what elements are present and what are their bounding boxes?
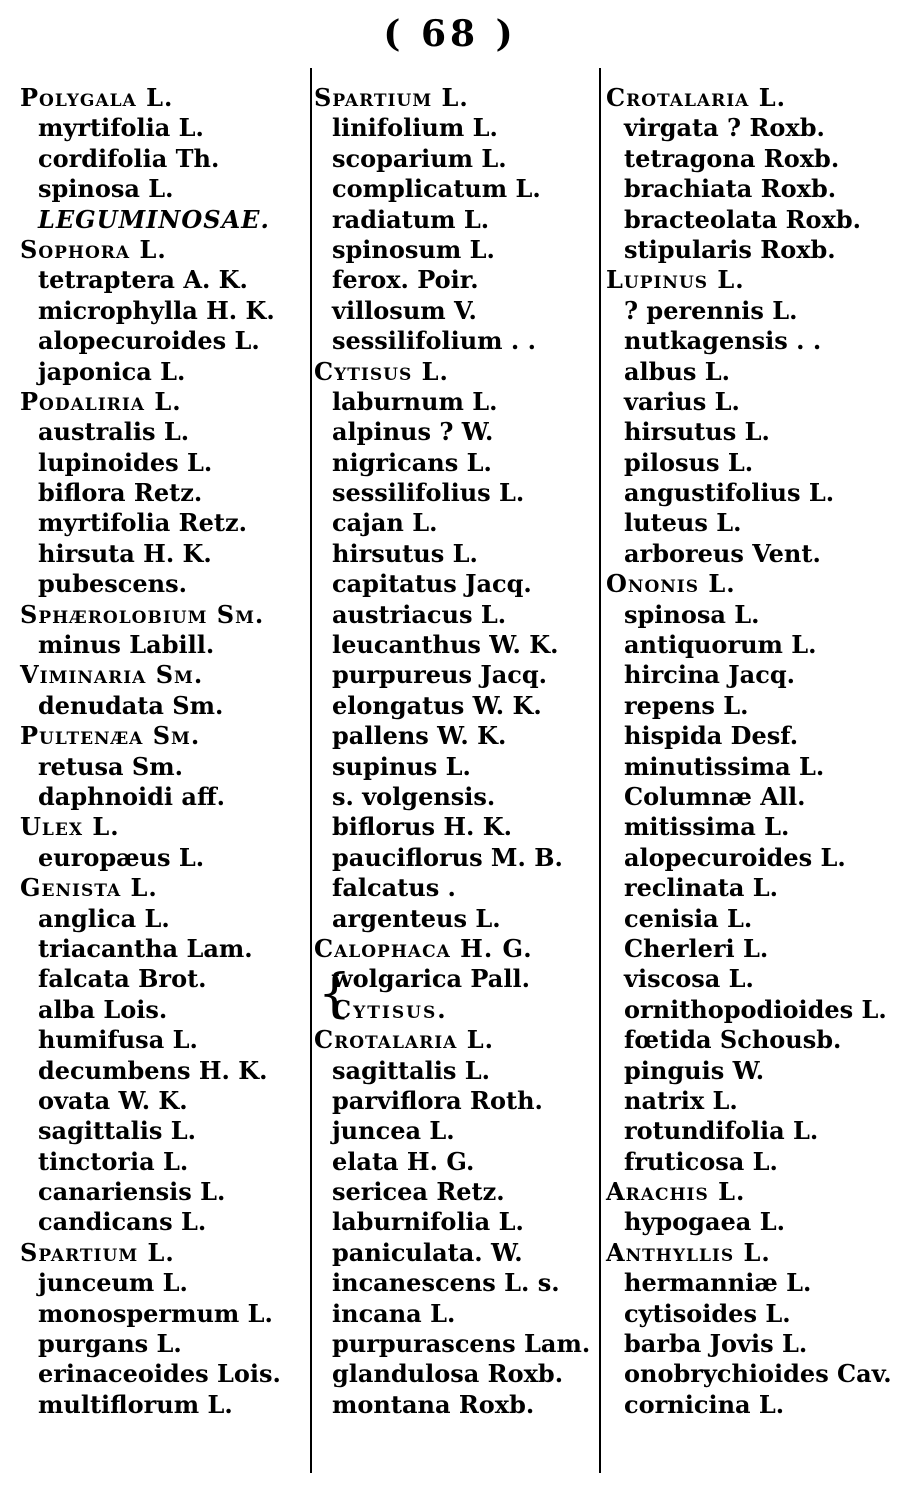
species-entry: brachiata Roxb. — [624, 174, 837, 204]
species-entry: incanescens L. s. — [332, 1268, 560, 1298]
species-entry: hirsutus L. — [332, 538, 478, 568]
species-entry: varius L. — [624, 386, 740, 416]
species-entry: laburnifolia L. — [332, 1207, 524, 1237]
species-entry: hispida Desf. — [624, 721, 799, 751]
species-entry: complicatum L. — [332, 174, 541, 204]
genus-heading: Lupinus L. — [606, 265, 745, 295]
species-entry: supinus L. — [332, 751, 471, 781]
species-entry: albus L. — [624, 356, 730, 386]
species-entry: sagittalis L. — [38, 1116, 197, 1146]
species-entry: villosum V. — [332, 295, 477, 325]
species-entry: tinctoria L. — [38, 1146, 189, 1176]
species-entry: purgans L. — [38, 1329, 182, 1359]
species-entry: europæus L. — [38, 842, 205, 872]
genus-heading: Spartium L. — [314, 83, 469, 112]
species-entry: sericea Retz. — [332, 1177, 505, 1207]
species-entry: angustifolius L. — [624, 478, 835, 508]
species-entry: spinosa L. — [624, 599, 760, 629]
species-entry: natrix L. — [624, 1085, 738, 1115]
species-entry: cornicina L. — [624, 1389, 785, 1419]
genus-heading: Cytisus L. — [314, 356, 449, 386]
column-divider — [310, 68, 312, 1473]
species-entry: monospermum L. — [38, 1298, 273, 1328]
species-entry: montana Roxb. — [332, 1389, 535, 1419]
species-entry: scoparium L. — [332, 143, 507, 173]
species-entry: pinguis W. — [624, 1055, 765, 1085]
species-entry: humifusa L. — [38, 1025, 198, 1055]
species-entry: falcatus . — [332, 873, 456, 903]
species-entry: tetragona Roxb. — [624, 143, 840, 173]
species-entry: cenisia L. — [624, 903, 753, 933]
species-entry: parviflora Roth. — [332, 1085, 543, 1115]
species-entry: hircina Jacq. — [624, 660, 795, 690]
species-entry: ? perennis L. — [624, 295, 798, 325]
species-entry: sagittalis L. — [332, 1055, 491, 1085]
genus-heading: Ononis L. — [606, 569, 736, 599]
species-entry: fœtida Schousb. — [624, 1025, 842, 1055]
genus-heading: Polygala L. — [20, 83, 174, 112]
species-entry: hermanniæ L. — [624, 1268, 812, 1298]
synonym-group — [314, 964, 604, 1025]
genus-heading: Arachis L. — [606, 1177, 746, 1207]
genus-heading: Spartium L. — [20, 1237, 175, 1267]
species-entry: erinaceoides Lois. — [38, 1359, 281, 1389]
species-entry: sessilifolium . . — [332, 326, 536, 356]
species-entry: purpureus Jacq. — [332, 660, 547, 690]
species-entry: Columnæ All. — [624, 781, 806, 811]
species-entry: luteus L. — [624, 508, 742, 538]
species-entry: virgata ? Roxb. — [624, 113, 825, 143]
species-entry: denudata Sm. — [38, 690, 224, 720]
species-entry: paniculata. W. — [332, 1237, 523, 1267]
species-entry: decumbens H. K. — [38, 1055, 268, 1085]
species-entry: myrtifolia Retz. — [38, 508, 247, 538]
species-entry: daphnoidi aff. — [38, 781, 225, 811]
species-entry: barba Jovis L. — [624, 1329, 808, 1359]
species-entry: nutkagensis . . — [624, 326, 822, 356]
species-entry: alopecuroides L. — [624, 842, 846, 872]
species-entry: junceum L. — [38, 1268, 188, 1298]
family-heading: LEGUMINOSAE. — [38, 204, 270, 234]
species-entry: hypogaea L. — [624, 1207, 785, 1237]
species-entry: falcata Brot. — [38, 964, 207, 994]
genus-heading: Genista L. — [20, 873, 158, 903]
species-entry: glandulosa Roxb. — [332, 1359, 564, 1389]
species-entry: cytisoides L. — [624, 1298, 791, 1328]
species-entry: laburnum L. — [332, 386, 498, 416]
species-entry: minus Labill. — [38, 630, 215, 660]
species-entry: hirsuta H. K. — [38, 538, 212, 568]
brace-mark: { — [318, 964, 352, 1025]
genus-heading: Sophora L. — [20, 234, 167, 264]
genus-heading: Sphærolobium Sm. — [20, 599, 265, 629]
species-entry: fruticosa L. — [624, 1146, 778, 1176]
species-entry: myrtifolia L. — [38, 113, 204, 143]
species-entry: austriacus L. — [332, 599, 507, 629]
species-entry: viscosa L. — [624, 964, 754, 994]
species-entry: minutissima L. — [624, 751, 825, 781]
genus-heading: Viminaria Sm. — [20, 660, 204, 690]
species-entry: pilosus L. — [624, 447, 754, 477]
genus-heading: Anthyllis L. — [606, 1237, 771, 1267]
species-entry: anglica L. — [38, 903, 170, 933]
species-entry: pallens W. K. — [332, 721, 507, 751]
species-entry: s. volgensis. — [332, 781, 496, 811]
species-entry: triacantha Lam. — [38, 933, 253, 963]
species-entry: spinosa L. — [38, 174, 174, 204]
species-entry: antiquorum L. — [624, 630, 817, 660]
species-entry: hirsutus L. — [624, 417, 770, 447]
species-entry: candicans L. — [38, 1207, 207, 1237]
species-entry: cajan L. — [332, 508, 438, 538]
genus-heading: Crotalaria L. — [314, 1025, 494, 1055]
species-entry: purpurascens Lam. — [332, 1329, 591, 1359]
species-entry: ovata W. K. — [38, 1085, 188, 1115]
species-entry: canariensis L. — [38, 1177, 226, 1207]
species-entry: ornithopodioides L. — [624, 994, 887, 1024]
species-entry: linifolium L. — [332, 113, 498, 143]
species-entry: nigricans L. — [332, 447, 492, 477]
species-entry: argenteus L. — [332, 903, 501, 933]
species-entry: japonica L. — [38, 356, 186, 386]
species-entry: elongatus W. K. — [332, 690, 542, 720]
species-entry: radiatum L. — [332, 204, 490, 234]
genus-heading: Crotalaria L. — [606, 83, 786, 112]
species-entry: biflorus H. K. — [332, 812, 512, 842]
species-entry: alopecuroides L. — [38, 326, 260, 356]
species-entry: juncea L. — [332, 1116, 455, 1146]
species-entry: microphylla H. K. — [38, 295, 275, 325]
species-entry: pauciflorus M. B. — [332, 842, 563, 872]
species-entry: bracteolata Roxb. — [624, 204, 862, 234]
species-entry: reclinata L. — [624, 873, 778, 903]
species-entry: multiflorum L. — [38, 1389, 233, 1419]
species-entry: mitissima L. — [624, 812, 790, 842]
species-entry: tetraptera A. K. — [38, 265, 248, 295]
species-entry: alba Lois. — [38, 994, 168, 1024]
column-3 — [606, 83, 896, 1420]
species-entry: elata H. G. — [332, 1146, 475, 1176]
species-entry: onobrychioides Cav. — [624, 1359, 892, 1389]
page-number: ( 68 ) — [383, 13, 517, 55]
species-entry: australis L. — [38, 417, 190, 447]
species-entry: capitatus Jacq. — [332, 569, 532, 599]
species-entry: biflora Retz. — [38, 478, 203, 508]
genus-heading: Ulex L. — [20, 812, 120, 842]
species-entry: leucanthus W. K. — [332, 630, 559, 660]
species-entry: arboreus Vent. — [624, 538, 821, 568]
synonym-entry: wolgarica Pall. — [332, 964, 530, 994]
column-2 — [314, 83, 604, 1420]
genus-heading: Pultenæa Sm. — [20, 721, 201, 751]
species-entry: rotundifolia L. — [624, 1116, 819, 1146]
species-entry: ferox. Poir. — [332, 265, 479, 295]
species-entry: sessilifolius L. — [332, 478, 525, 508]
genus-heading: Calophaca H. G. — [314, 933, 533, 963]
species-entry: alpinus ? W. — [332, 417, 494, 447]
species-entry: lupinoides L. — [38, 447, 213, 477]
species-entry: spinosum L. — [332, 234, 495, 264]
species-entry: Cherleri L. — [624, 933, 769, 963]
genus-heading: Podaliria L. — [20, 386, 182, 416]
species-entry: incana L. — [332, 1298, 456, 1328]
species-entry: cordifolia Th. — [38, 143, 220, 173]
species-entry: repens L. — [624, 690, 749, 720]
species-entry: retusa Sm. — [38, 751, 183, 781]
synonym-entry: Cytisus. — [332, 994, 448, 1024]
species-entry: pubescens. — [38, 569, 187, 599]
column-1 — [20, 83, 308, 1420]
species-entry: stipularis Roxb. — [624, 234, 836, 264]
